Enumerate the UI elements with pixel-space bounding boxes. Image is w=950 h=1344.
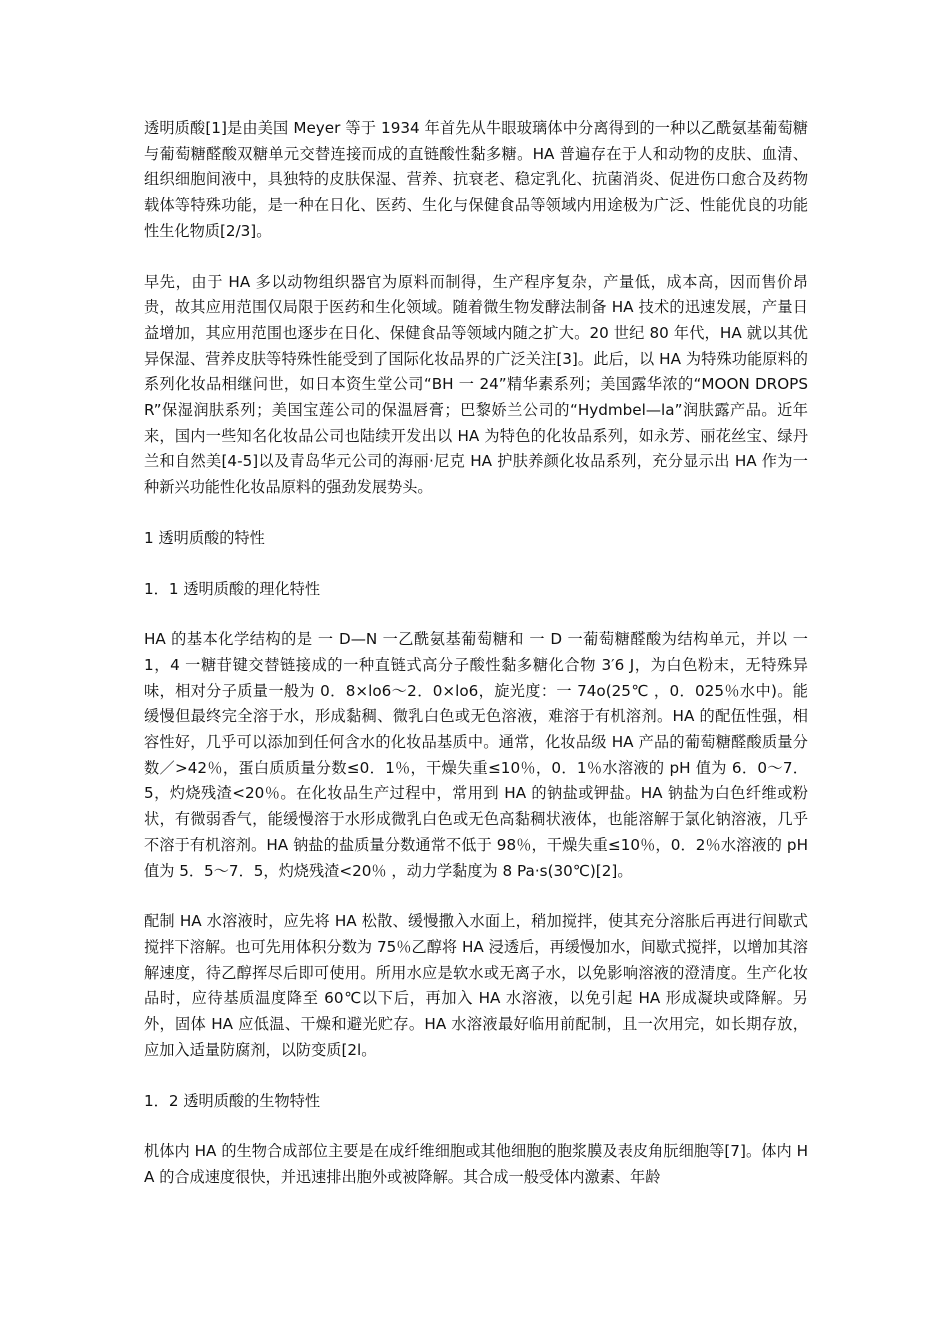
document-body xyxy=(144,116,808,1216)
paragraph-history: 早先，由于 HA 多以动物组织器官为原料而制得，生产程序复杂，产量低，成本高，因而售价昂贵，故其应用范围仅局限于医药和生化领域。随着微生物发酵法制备 HA 技术的迅速发展，产量日益增加，其应用范围也逐步在日化、保健食品等领域内随之扩大。20 世纪 80 年代，HA 就以其优异保湿、营养皮肤等特殊性能受到了国际化妆品界的广泛关注[3]。此后，以 HA 为特殊功能原料的系列化妆品相继问世，如日本资生堂公司“BH 一 24”精华素系列；美国露华浓的“MOON DROPSR”保湿润肤系列；美国宝莲公司的保温唇膏；巴黎娇兰公司的“Hydmbel—la”润肤露产品。近年来，国内一些知名化妆品公司也陆续开发出以 HA 为特色的化妆品系列，如永芳、丽花丝宝、绿丹兰和自然美[4-5]以及青岛华元公司的海丽·尼克 HA 护肤养颜化妆品系列，充分显示出 HA 作为一种新兴功能性化妆品原料的强劲发展势头。 xyxy=(144,272,808,497)
paragraph-biological: 机体内 HA 的生物合成部位主要是在成纤维细胞或其他细胞的胞浆膜及表皮角朊细胞等[7]。体内 HA 的合成速度很快，并迅速排出胞外或被降解。其合成一般受体内激素、年龄 xyxy=(144,1142,808,1186)
subsection-heading-biological: 1．2 透明质酸的生物特性 xyxy=(144,1091,321,1110)
section-heading-properties: 1 透明质酸的特性 xyxy=(144,528,265,547)
paragraph-preparation: 配制 HA 水溶液时，应先将 HA 松散、缓慢撒入水面上，稍加搅拌，使其充分溶胀后再进行间歇式搅拌下溶解。也可先用体积分数为 75％乙醇将 HA 浸透后，再缓慢加水，间歇式搅拌，以增加其溶解速度，待乙醇挥尽后即可使用。所用水应是软水或无离子水，以免影响溶液的澄清度。生产化妆品时，应待基质温度降至 60℃以下后，再加入 HA 水溶液，以免引起 HA 形成凝块或降解。另外，固体 HA 应低温、干燥和避光贮存。HA 水溶液最好临用前配制，且一次用完，如长期存放，应加入适量防腐剂，以防变质[2l。 xyxy=(144,912,808,1059)
subsection-heading-physicochemical: 1．1 透明质酸的理化特性 xyxy=(144,579,321,598)
paragraph-physicochemical: HA 的基本化学结构的是 一 D—N 一乙酰氨基葡萄糖和 一 D 一葡萄糖醛酸为结构单元，并以 一 1，4 一糖苷键交替链接成的一种直链式高分子酸性黏多糖化合物 3′6 J，为白色粉末，无特殊异味，相对分子质量一般为 0．8×lo6～2．0×lo6，旋光度：一 74o(25℃ ，0．025％水中)。能缓慢但最终完全溶于水，形成黏稠、微乳白色或无色溶液，难溶于有机溶剂。HA 的配伍性强，相容性好，几乎可以添加到任何含水的化妆品基质中。通常，化妆品级 HA 产品的葡萄糖醛酸质量分数／>42％，蛋白质质量分数≤0．1％，干燥失重≤10％，0．1％水溶液的 pH 值为 6．0～7．5，灼烧残渣<20％。在化妆品生产过程中，常用到 HA 的钠盐或钾盐。HA 钠盐为白色纤维或粉状，有微弱香气，能缓慢溶于水形成微乳白色或无色高黏稠状液体，也能溶解于氯化钠溶液，几乎不溶于有机溶剂。HA 钠盐的盐质量分数通常不低于 98％，干燥失重≤10％，0．2％水溶液的 pH 值为 5．5～7．5，灼烧残渣<20％ ，动力学黏度为 8 Pa·s(30℃)[2]。 xyxy=(144,630,808,880)
paragraph-intro: 透明质酸[1]是由美国 Meyer 等于 1934 年首先从牛眼玻璃体中分离得到的一种以乙酰氨基葡萄糖与葡萄糖醛酸双糖单元交替连接而成的直链酸性黏多糖。HA 普遍存在于人和动物的皮肤、血清、组织细胞间液中，具独特的皮肤保湿、营养、抗衰老、稳定乳化、抗菌消炎、促进伤口愈合及药物载体等特殊功能，是一种在日化、医药、生化与保健食品等领域内用途极为广泛、性能优良的功能性生化物质[2/3]。 xyxy=(144,119,808,240)
